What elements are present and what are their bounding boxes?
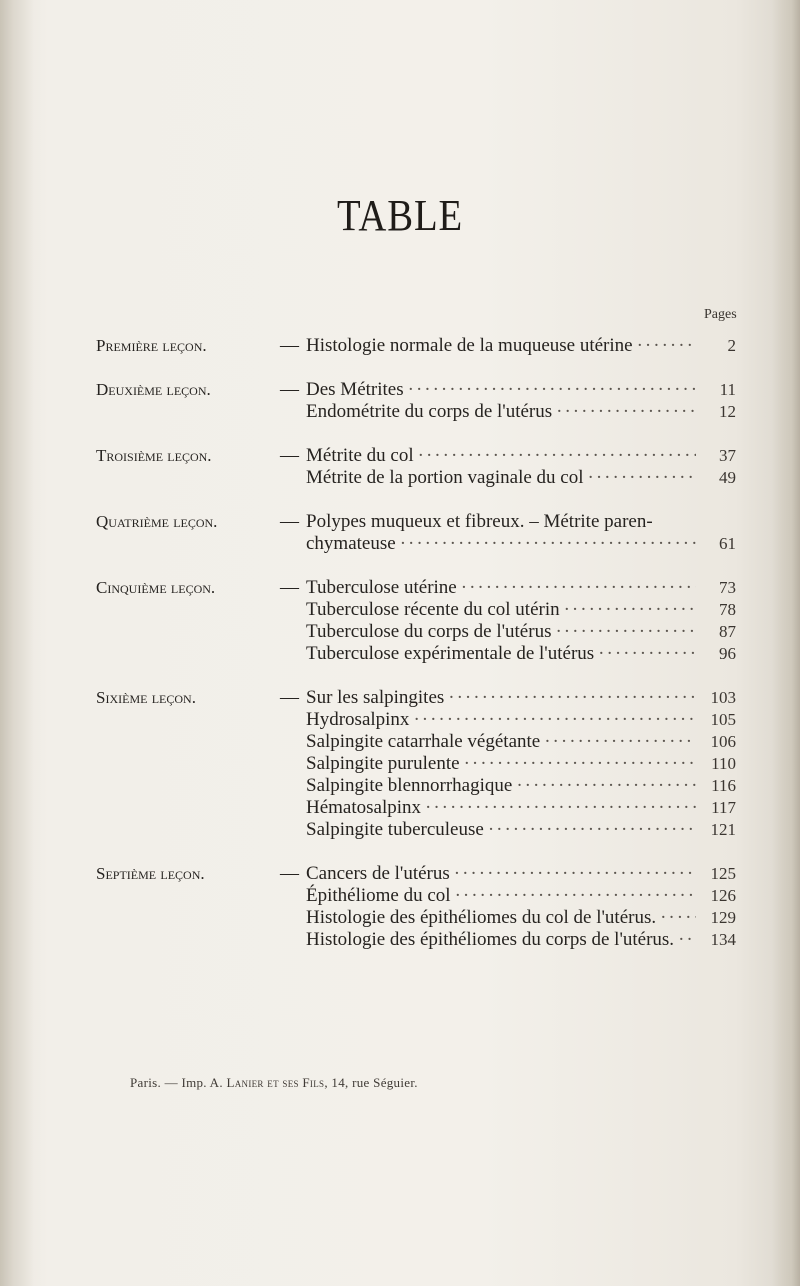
- toc-entry: [96, 687, 736, 709]
- page-number: 78: [719, 600, 736, 619]
- toc-entry: [96, 731, 736, 753]
- page-number: 105: [710, 710, 736, 729]
- dot-leader: [461, 577, 696, 599]
- lesson-label: Troisième leçon.: [96, 446, 212, 465]
- entry-title: Tuberculose expérimentale de l'utérus: [306, 643, 595, 664]
- lesson-label: Septième leçon.: [96, 864, 205, 883]
- entry-title: Cancers de l'utérus: [306, 863, 450, 884]
- page-number: 129: [710, 908, 736, 927]
- toc-entry: [96, 885, 736, 907]
- imprint-printer: Lanier et ses Fils: [226, 1075, 325, 1090]
- lesson-block: [96, 445, 736, 489]
- entry-title: Polypes muqueux et fibreux. – Métrite paren-: [306, 511, 653, 532]
- lesson-dash: —: [280, 379, 299, 400]
- dot-leader: [408, 379, 696, 401]
- toc-entry: [96, 775, 736, 797]
- toc-entry: [96, 929, 736, 951]
- entry-title: Histologie normale de la muqueuse utérine: [306, 335, 633, 356]
- page-number: 116: [711, 776, 736, 795]
- lesson-label-cell: [96, 445, 306, 467]
- page-number: 37: [719, 446, 736, 465]
- entry-title: Sur les salpingites: [306, 687, 445, 708]
- lesson-block: [96, 687, 736, 841]
- page-number: 103: [710, 688, 736, 707]
- lesson-label: Première leçon.: [96, 336, 207, 355]
- lesson-label-cell: [96, 335, 306, 357]
- page-number: 110: [711, 754, 736, 773]
- page-edge-shadow: [772, 0, 800, 1286]
- imprint-prefix: Paris. — Imp. A.: [130, 1075, 223, 1090]
- lesson-block: [96, 577, 736, 665]
- entry-title: Des Métrites: [306, 379, 404, 400]
- entry-title: Tuberculose du corps de l'utérus: [306, 621, 552, 642]
- entry-title: Tuberculose récente du col utérin: [306, 599, 560, 620]
- page-number: 121: [710, 820, 736, 839]
- page-number: 73: [719, 578, 736, 597]
- page-number: 12: [719, 402, 736, 421]
- dot-leader: [455, 885, 696, 907]
- toc-entry: [96, 643, 736, 665]
- lesson-label: Deuxième leçon.: [96, 380, 211, 399]
- page-number: 117: [711, 798, 736, 817]
- dot-leader: [588, 467, 696, 489]
- toc-entry: [96, 511, 736, 533]
- entry-title: chymateuse: [306, 533, 396, 554]
- toc-entry: [96, 379, 736, 401]
- dot-leader: [660, 907, 696, 929]
- entry-title: Endométrite du corps de l'utérus: [306, 401, 553, 422]
- lesson-dash: —: [280, 863, 299, 884]
- dot-leader: [400, 533, 696, 555]
- lesson-block: [96, 511, 736, 555]
- toc-entry: [96, 467, 736, 489]
- toc-entry: [96, 599, 736, 621]
- toc-entry: [96, 445, 736, 467]
- entry-title: Histologie des épithéliomes du corps de l'utérus.: [306, 929, 675, 950]
- dot-leader: [516, 775, 696, 797]
- entry-title: Salpingite tuberculeuse: [306, 819, 484, 840]
- entry-title: Hématosalpinx: [306, 797, 422, 818]
- page-number: 125: [710, 864, 736, 883]
- lesson-block: [96, 379, 736, 423]
- dot-leader: [413, 709, 696, 731]
- page-number: 106: [710, 732, 736, 751]
- toc-entry: [96, 797, 736, 819]
- toc-entry: [96, 621, 736, 643]
- toc-entry: [96, 863, 736, 885]
- table-of-contents: [96, 335, 736, 973]
- toc-entry: [96, 819, 736, 841]
- dot-leader: [555, 621, 696, 643]
- toc-entry: [96, 533, 736, 555]
- page-number: 61: [719, 534, 736, 553]
- entry-title: Métrite de la portion vaginale du col: [306, 467, 584, 488]
- entry-title: Salpingite catarrhale végétante: [306, 731, 541, 752]
- dot-leader: [564, 599, 696, 621]
- lesson-label: Sixième leçon.: [96, 688, 196, 707]
- lesson-label-cell: [96, 687, 306, 709]
- page-number: 49: [719, 468, 736, 487]
- dot-leader: [678, 929, 696, 951]
- lesson-label-cell: [96, 863, 306, 885]
- lesson-dash: —: [280, 335, 299, 356]
- page-gutter-shadow: [0, 0, 34, 1286]
- dot-leader: [556, 401, 696, 423]
- pages-column-label: Pages: [704, 307, 737, 322]
- lesson-label-cell: [96, 511, 306, 533]
- entry-title: Tuberculose utérine: [306, 577, 457, 598]
- page-number: 96: [719, 644, 736, 663]
- page-number: 11: [719, 380, 736, 399]
- toc-entry: [96, 335, 736, 357]
- page-number: 126: [710, 886, 736, 905]
- lesson-block: [96, 863, 736, 951]
- dot-leader: [544, 731, 696, 753]
- lesson-label: Quatrième leçon.: [96, 512, 218, 531]
- toc-entry: [96, 577, 736, 599]
- lesson-dash: —: [280, 577, 299, 598]
- toc-entry: [96, 907, 736, 929]
- toc-entry: [96, 401, 736, 423]
- entry-title: Épithéliome du col: [306, 885, 451, 906]
- page-number: 87: [719, 622, 736, 641]
- page-title: TABLE: [336, 191, 464, 240]
- entry-title: Salpingite blennorrhagique: [306, 775, 513, 796]
- lesson-block: [96, 335, 736, 357]
- lesson-dash: —: [280, 445, 299, 466]
- printer-imprint: [130, 1075, 418, 1091]
- dot-leader: [418, 445, 696, 467]
- entry-title: Salpingite purulente: [306, 753, 460, 774]
- page-number: 2: [727, 336, 736, 355]
- lesson-dash: —: [280, 511, 299, 532]
- entry-title: Hydrosalpinx: [306, 709, 410, 730]
- lesson-label-cell: [96, 379, 306, 401]
- lesson-label-cell: [96, 577, 306, 599]
- toc-entry: [96, 753, 736, 775]
- dot-leader: [488, 819, 696, 841]
- entry-title: Métrite du col: [306, 445, 414, 466]
- dot-leader: [454, 863, 696, 885]
- imprint-address: , 14, rue Séguier.: [324, 1075, 418, 1090]
- dot-leader: [598, 643, 696, 665]
- dot-leader: [425, 797, 696, 819]
- dot-leader: [464, 753, 696, 775]
- dot-leader: [448, 687, 696, 709]
- entry-title: Histologie des épithéliomes du col de l'utérus.: [306, 907, 657, 928]
- lesson-label: Cinquième leçon.: [96, 578, 216, 597]
- lesson-dash: —: [280, 687, 299, 708]
- dot-leader: [637, 335, 696, 357]
- page-number: 134: [710, 930, 736, 949]
- toc-entry: [96, 709, 736, 731]
